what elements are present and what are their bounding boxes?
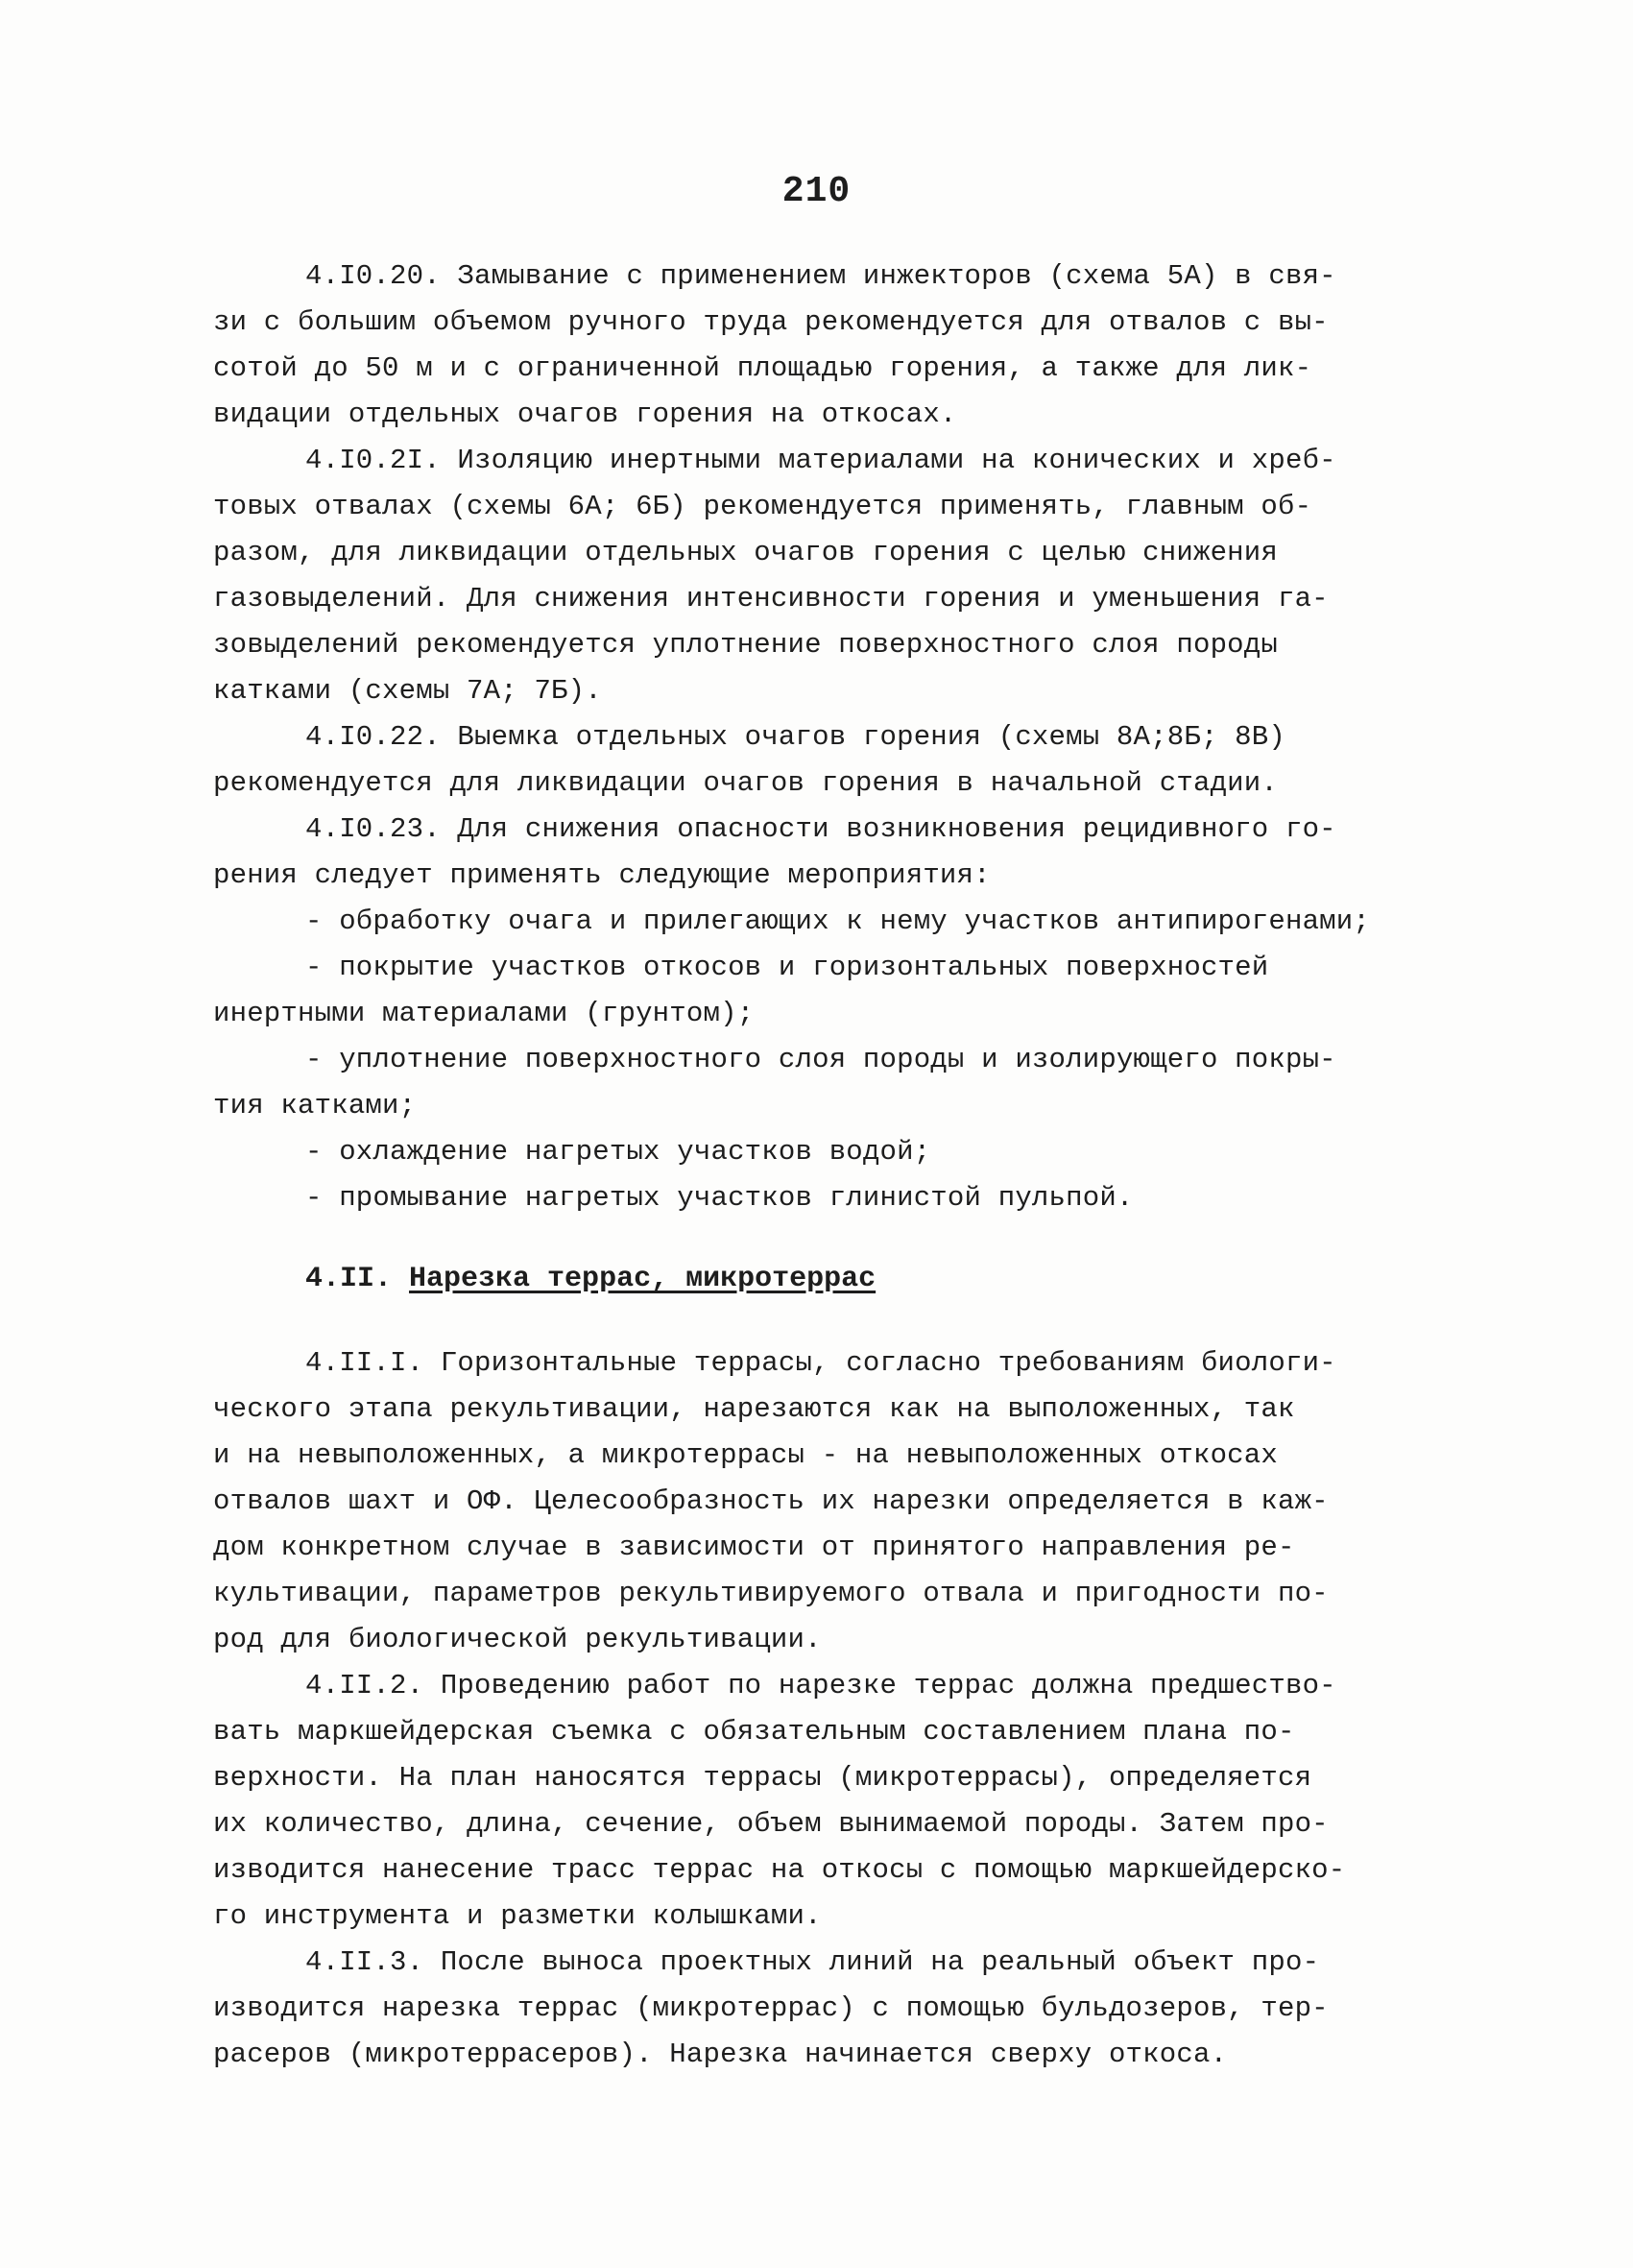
text-line: расеров (микротеррасеров). Нарезка начинается сверху откоса. [213,2039,1228,2070]
text-line: катками (схемы 7А; 7Б). [213,675,602,707]
text-line: 4.II.3. После выноса проектных линий на реальный объект про- [305,1946,1320,1978]
text-line: культивации, параметров рекультивируемого отвала и пригодности по- [213,1578,1329,1609]
text-line: изводится нарезка террас (микротеррас) с помощью бульдозеров, тер- [213,1992,1329,2024]
section-heading [305,1256,876,1302]
list-item: - уплотнение поверхностного слоя породы и изолирующего покры- [305,1044,1336,1075]
list-item: - промывание нагретых участков глинистой пульпой. [305,1182,1134,1214]
text-line: 4.I0.2I. Изоляцию инертными материалами на конических и хреб- [305,445,1336,476]
text-line: газовыделений. Для снижения интенсивности горения и уменьшения га- [213,583,1329,615]
section-title: Нарезка террас, микротеррас [409,1263,877,1295]
section-4-10-text [213,253,1461,1221]
list-item: - обработку очага и прилегающих к нему участков антипирогенами; [305,905,1370,937]
text-line: ческого этапа рекультивации, нарезаются как на выположенных, так [213,1393,1295,1425]
text-line: 4.II.I. Горизонтальные террасы, согласно требованиям биологи- [305,1347,1336,1379]
text-line: инертными материалами (грунтом); [213,998,755,1029]
text-line: 4.II.2. Проведению работ по нарезке террас должна предшество- [305,1670,1336,1701]
text-line: разом, для ликвидации отдельных очагов горения с целью снижения [213,537,1278,568]
text-line: отвалов шахт и ОФ. Целесообразность их нарезки определяется в каж- [213,1485,1329,1517]
list-item: - охлаждение нагретых участков водой; [305,1136,931,1168]
text-line: род для биологической рекультивации. [213,1624,822,1655]
text-line: зовыделений рекомендуется уплотнение поверхностного слоя породы [213,629,1278,661]
text-line: вать маркшейдерская съемка с обязательным составлением плана по- [213,1716,1295,1748]
text-line: сотой до 50 м и с ограниченной площадью горения, а также для лик- [213,352,1312,384]
text-line: го инструмента и разметки колышками. [213,1900,822,1932]
text-line: зи с большим объемом ручного труда рекомендуется для отвалов с вы- [213,306,1329,338]
section-number: 4.II. [305,1263,393,1295]
text-line: и на невыположенных, а микротеррасы - на невыположенных откосах [213,1439,1278,1471]
text-line: дом конкретном случае в зависимости от принятого направления ре- [213,1532,1295,1563]
text-line: рения следует применять следующие мероприятия: [213,859,991,891]
text-line: рекомендуется для ликвидации очагов горения в начальной стадии. [213,767,1278,799]
text-line: видации отдельных очагов горения на откосах. [213,398,957,430]
text-line: 4.I0.22. Выемка отдельных очагов горения (схемы 8А;8Б; 8В) [305,721,1285,753]
text-line: тия катками; [213,1090,417,1122]
text-line: изводится нанесение трасс террас на откосы с помощью маркшейдерско- [213,1854,1346,1886]
page-number: 210 [781,171,852,212]
text-line: 4.I0.20. Замывание с применением инжекторов (схема 5А) в свя- [305,260,1336,292]
text-line: товых отвалах (схемы 6А; 6Б) рекомендуется применять, главным об- [213,491,1312,522]
section-4-11-text [213,1340,1461,2078]
text-line: их количество, длина, сечение, объем вынимаемой породы. Затем про- [213,1808,1329,1840]
text-line: верхности. На план наносятся террасы (микротеррасы), определяется [213,1762,1312,1794]
text-line: 4.I0.23. Для снижения опасности возникновения рецидивного го- [305,813,1336,845]
list-item: - покрытие участков откосов и горизонтальных поверхностей [305,952,1269,983]
